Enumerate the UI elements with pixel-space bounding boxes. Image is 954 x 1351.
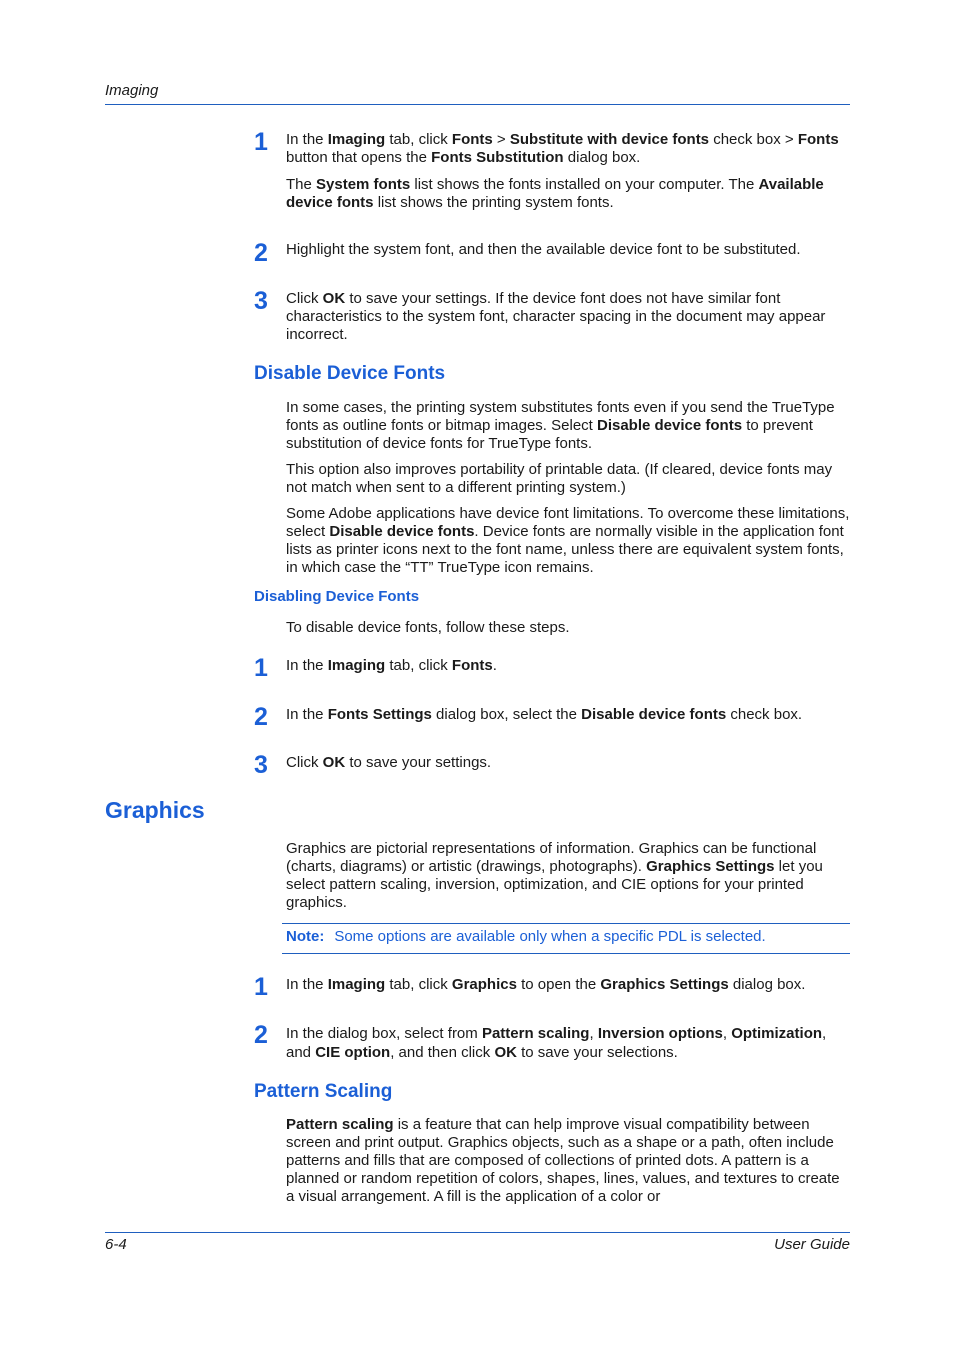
guide-title: User Guide: [774, 1236, 850, 1253]
running-header: Imaging: [105, 82, 159, 99]
step-number: 3: [254, 751, 268, 779]
step-text: Click OK to save your settings.: [286, 754, 492, 771]
step-number: 1: [254, 128, 268, 156]
bold-term: OK: [322, 754, 346, 771]
bold-term: Inversion options: [597, 1025, 723, 1042]
step-text: In the Imaging tab, click Fonts > Substitute with device fonts check box > Fonts button that opens the Fonts Substitution dialog box.: [286, 131, 839, 166]
section-heading: Pattern Scaling: [254, 1081, 393, 1102]
step-number: 3: [254, 287, 268, 315]
footer-rule: [105, 1232, 850, 1233]
paragraph: Some Adobe applications have device font limitations. To overcome these limitations, select Disable device fonts. Device fonts are normally visible in the application font lists as printer icons next to the font name, unless there are equivalent system fonts, in which case the “TT” TrueType icon remains.: [286, 505, 850, 576]
bold-term: Disable device fonts: [329, 523, 475, 540]
bold-term: Substitute with device fonts: [509, 131, 710, 148]
bold-term: Imaging: [327, 657, 386, 674]
step-number: 1: [254, 654, 268, 682]
paragraph: Graphics are pictorial representations of information. Graphics can be functional (charts, diagrams) or artistic (drawings, photographs). Graphics Settings let you select pattern scaling, inversion, optimization, and CIE options for your printed graphics.: [286, 840, 823, 911]
step-text: In the Imaging tab, click Graphics to open the Graphics Settings dialog box.: [286, 976, 806, 993]
step-number: 2: [254, 1021, 268, 1049]
bold-term: System fonts: [316, 176, 411, 193]
bold-term: Fonts: [797, 131, 839, 148]
paragraph: Pattern scaling is a feature that can help improve visual compatibility between screen and print output. Graphics objects, such as a shape or a path, often include patterns and fills that are composed of collections of printed dots. A pattern is a planned or random repetition of colors, shapes, lines, values, and textures to create a visual arrangement. A fill is the application of a color or: [286, 1116, 840, 1205]
bold-term: Pattern scaling: [481, 1025, 590, 1042]
bold-term: Imaging: [327, 976, 386, 993]
page-number: 6-4: [105, 1236, 127, 1253]
step-text: Highlight the system font, and then the available device font to be substituted.: [286, 241, 801, 258]
bold-term: Available device fonts: [286, 176, 824, 211]
header-rule: [105, 104, 850, 105]
step-text: In the Fonts Settings dialog box, select the Disable device fonts check box.: [286, 706, 803, 723]
bold-term: Optimization: [731, 1025, 823, 1042]
bold-term: Fonts Substitution: [431, 149, 564, 166]
bold-term: Graphics: [451, 976, 517, 993]
paragraph: In some cases, the printing system substitutes fonts even if you send the TrueType fonts as outline fonts or bitmap images. Select Disable device fonts to prevent substitution of device fonts for TrueType fonts.: [286, 399, 835, 452]
bold-term: Pattern scaling: [286, 1116, 394, 1133]
note-top-rule: [282, 923, 850, 924]
note-bottom-rule: [282, 953, 850, 954]
bold-term: CIE option: [315, 1044, 391, 1061]
bold-term: Disable device fonts: [597, 417, 743, 434]
paragraph: This option also improves portability of printable data. (If cleared, device fonts may not match when sent to a different printing system.): [286, 461, 833, 496]
step-text: The System fonts list shows the fonts installed on your computer. The Available device fonts list shows the printing system fonts.: [286, 176, 824, 211]
bold-term: Graphics Settings: [646, 858, 775, 875]
chapter-heading: Graphics: [105, 797, 205, 823]
bold-term: Imaging: [327, 131, 386, 148]
step-number: 2: [254, 703, 268, 731]
note: [286, 928, 766, 945]
note-label: Note:: [286, 928, 325, 945]
bold-term: Fonts: [451, 657, 493, 674]
step-text: Click OK to save your settings. If the device font does not have similar font characteristics to the system font, character spacing in the document may appear incorrect.: [286, 290, 826, 343]
bold-term: OK: [494, 1044, 517, 1061]
bold-term: Disable device fonts: [581, 706, 727, 723]
step-number: 1: [254, 973, 268, 1001]
bold-term: OK: [322, 290, 346, 307]
bold-term: Fonts: [451, 131, 493, 148]
note-text: Some options are available only when a specific PDL is selected.: [334, 928, 766, 945]
step-number: 2: [254, 239, 268, 267]
section-heading: Disable Device Fonts: [254, 363, 446, 384]
step-text: In the Imaging tab, click Fonts.: [286, 657, 497, 674]
bold-term: Fonts Settings: [327, 706, 432, 723]
step-text: In the dialog box, select from Pattern scaling, Inversion options, Optimization, and CIE option, and then click OK to save your selections.: [286, 1025, 827, 1061]
bold-term: Graphics Settings: [600, 976, 729, 993]
subsection-heading: Disabling Device Fonts: [254, 588, 420, 605]
paragraph: To disable device fonts, follow these steps.: [286, 619, 570, 636]
